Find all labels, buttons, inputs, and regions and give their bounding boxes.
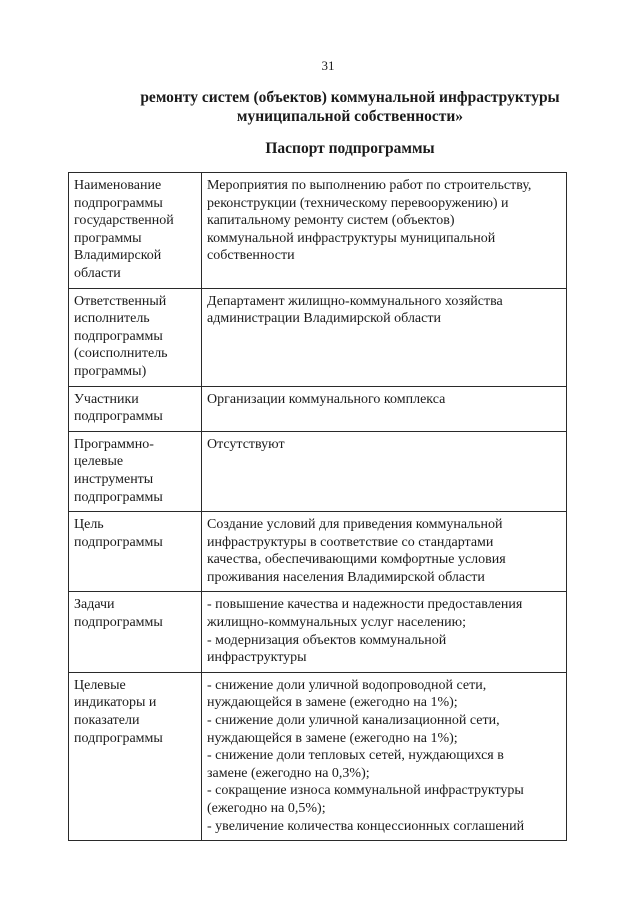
- passport-row: [69, 173, 567, 289]
- row-value-line: - модернизация объектов коммунальной: [207, 632, 447, 648]
- row-label-line: Владимирской: [74, 248, 162, 264]
- row-label-cell: [69, 173, 202, 289]
- row-label-line: программы: [74, 230, 142, 246]
- row-value-line: Мероприятия по выполнению работ по строительству,: [207, 178, 532, 193]
- row-label-line: показатели: [74, 713, 140, 729]
- passport-table: [68, 172, 567, 841]
- row-value-line: нуждающейся в замене (ежегодно на 1%);: [207, 695, 458, 711]
- row-value-line: нуждающейся в замене (ежегодно на 1%);: [207, 730, 458, 746]
- row-label-line: подпрограммы: [74, 730, 163, 746]
- row-label-line: подпрограммы: [74, 328, 163, 344]
- row-value-line: коммунальной инфраструктуры муниципальной: [207, 230, 496, 246]
- row-label-line: (соисполнитель: [74, 346, 168, 362]
- row-value-line: реконструкции (техническому перевооружению) и: [207, 195, 509, 211]
- row-label-cell: [69, 431, 202, 511]
- passport-title: Паспорт подпрограммы: [265, 140, 435, 157]
- row-label-line: исполнитель: [74, 311, 150, 327]
- row-value-line: инфраструктуры в соответствие со стандартами: [207, 534, 494, 550]
- passport-row: [69, 386, 567, 431]
- row-value-cell: [202, 592, 567, 672]
- row-value-cell: [202, 672, 567, 840]
- row-value-line: - снижение доли тепловых сетей, нуждающихся в: [207, 748, 504, 764]
- row-label-line: целевые: [74, 454, 124, 470]
- row-value-line: жилищно-коммунальных услуг населению;: [207, 615, 466, 631]
- passport-row: [69, 431, 567, 511]
- heading-line: ремонту систем (объектов) коммунальной инфраструктуры: [140, 89, 560, 106]
- row-value-line: - снижение доли уличной канализационной сети,: [207, 713, 500, 729]
- row-label-cell: [69, 672, 202, 840]
- row-label-line: Цель: [74, 517, 104, 533]
- row-label-cell: [69, 386, 202, 431]
- passport-row: [69, 592, 567, 672]
- row-label-line: Программно-: [74, 436, 154, 452]
- row-value-line: Организации коммунального комплекса: [207, 391, 446, 407]
- row-label-line: Наименование: [74, 178, 162, 193]
- row-value-line: капитальному ремонту систем (объектов): [207, 213, 455, 229]
- row-label-line: подпрограммы: [74, 534, 163, 550]
- passport-row: [69, 512, 567, 592]
- passport-table-body: [69, 173, 567, 841]
- row-label-line: Целевые: [74, 677, 126, 693]
- row-value-line: Создание условий для приведения коммунальной: [207, 517, 503, 533]
- row-label-line: Участники: [74, 391, 139, 407]
- row-label-line: подпрограммы: [74, 615, 163, 631]
- row-label-line: Задачи: [74, 597, 115, 613]
- row-value-line: - повышение качества и надежности предоставления: [207, 597, 523, 613]
- row-value-line: замене (ежегодно на 0,3%);: [207, 765, 370, 781]
- row-label-cell: [69, 592, 202, 672]
- passport-row: [69, 672, 567, 840]
- document-heading: [110, 88, 590, 126]
- row-value-line: - увеличение количества концессионных соглашений: [207, 818, 525, 834]
- row-value-line: Отсутствуют: [207, 436, 285, 452]
- heading-line: муниципальной собственности»: [236, 108, 464, 125]
- row-label-line: индикаторы и: [74, 695, 157, 711]
- row-value-line: собственности: [207, 248, 295, 264]
- row-value-line: инфраструктуры: [207, 650, 307, 666]
- row-label-line: Ответственный: [74, 293, 167, 309]
- row-value-line: качества, обеспечивающими комфортные условия: [207, 552, 506, 568]
- row-label-line: программы): [74, 363, 147, 379]
- row-value-line: Департамент жилищно-коммунального хозяйства: [207, 293, 503, 309]
- row-label-cell: [69, 288, 202, 386]
- passport-row: [69, 288, 567, 386]
- row-label-line: инструменты: [74, 471, 154, 487]
- row-label-line: области: [74, 265, 121, 281]
- row-value-line: - снижение доли уличной водопроводной сети,: [207, 677, 487, 693]
- row-value-cell: [202, 288, 567, 386]
- row-label-line: подпрограммы: [74, 409, 163, 425]
- row-value-line: (ежегодно на 0,5%);: [207, 801, 326, 816]
- row-label-line: государственной: [74, 213, 174, 229]
- row-label-cell: [69, 512, 202, 592]
- row-value-line: проживания населения Владимирской области: [207, 569, 485, 585]
- row-value-line: администрации Владимирской области: [207, 311, 441, 327]
- page-number: 31: [321, 58, 335, 73]
- row-value-line: - сокращение износа коммунальной инфраструктуры: [207, 783, 524, 799]
- row-value-cell: [202, 173, 567, 289]
- row-value-cell: [202, 512, 567, 592]
- row-value-cell: [202, 431, 567, 511]
- row-label-line: подпрограммы: [74, 195, 163, 211]
- row-label-line: подпрограммы: [74, 489, 163, 505]
- row-value-cell: [202, 386, 567, 431]
